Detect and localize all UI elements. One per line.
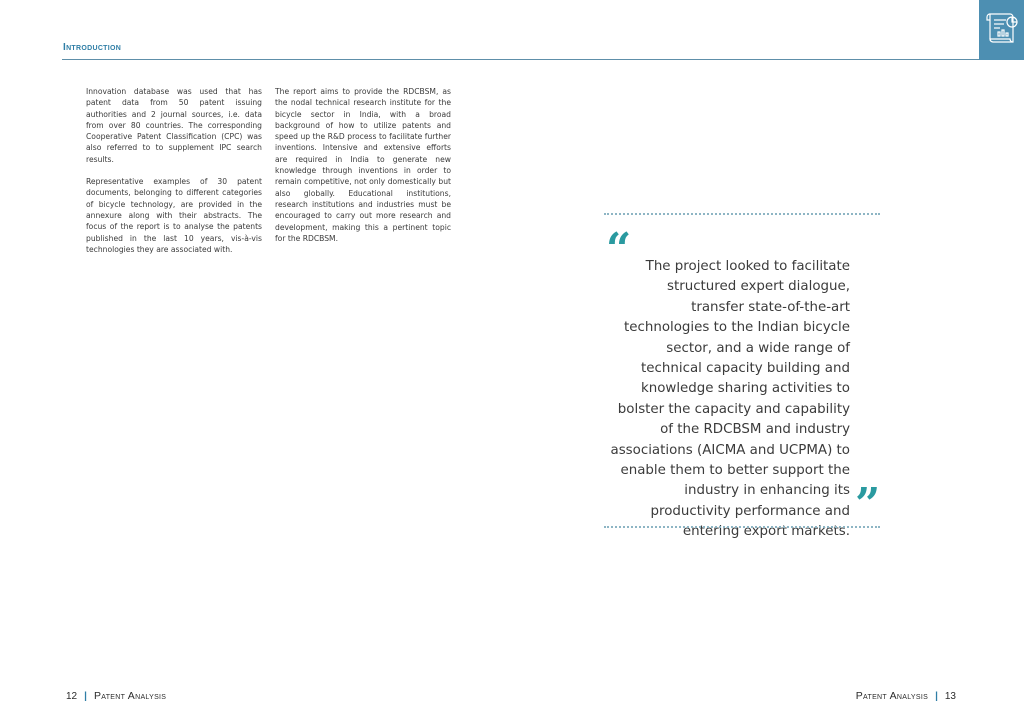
header-rule: [62, 59, 980, 60]
paragraph: The report aims to provide the RDCBSM, as the nodal technical research institute for the bicycle sector in India, with a broad background of how to utilize patents and speed up the R&D process to facilitate further inventions. Intensive and extensive efforts are required in India to generate new knowledge through inventions in order to remain competitive, not only domestically but also globally. Educational institutions, research institutions and industries must be encouraged to carry out more research and development, making this a pertinent topic for the RDCBSM.: [275, 87, 451, 243]
corner-badge: [979, 0, 1024, 60]
footer-separator: |: [935, 691, 938, 702]
footer-title-left: Patent Analysis: [93, 690, 167, 702]
pull-quote-text: The project looked to facilitate structured expert dialogue, transfer state-of-the-art technologies to the Indian bicycle sector, and a wide range of technical capacity building and knowledge sharing activities to bolster the capacity and capability of the RDCBSM and industry associations (AICMA and UCPMA) to enable them to better support the industry in enhancing its productivity performance and entering export markets.: [610, 259, 850, 540]
quote-divider-top: [604, 213, 880, 216]
open-quote-mark: “: [606, 224, 632, 275]
page-number-left: 12: [66, 691, 78, 702]
footer-title-right: Patent Analysis: [855, 690, 929, 702]
section-title: Introduction: [63, 42, 122, 53]
document-chart-icon: [984, 10, 1020, 48]
body-column-left: [86, 86, 262, 266]
page-number-right: 13: [944, 691, 956, 702]
footer-left: [66, 690, 166, 702]
paragraph: Innovation database was used that has patent data from 50 patent issuing authorities and 2 journal sources, i.e. data from over 80 countries. The corresponding Cooperative Patent Classification (CPC) was also referred to to supplement IPC search results.: [86, 87, 262, 164]
footer-separator: |: [84, 691, 87, 702]
footer-right: [856, 690, 956, 702]
quote-divider-bottom: [604, 526, 880, 529]
paragraph: Representative examples of 30 patent documents, belonging to different categories of bicycle technology, are provided in the annexure along with their abstracts. The focus of the report is to analyse the patents published in the last 10 years, vis-à-vis technologies they are associated with.: [86, 177, 262, 254]
close-quote-mark: ”: [855, 479, 881, 530]
body-column-right: [275, 86, 451, 255]
